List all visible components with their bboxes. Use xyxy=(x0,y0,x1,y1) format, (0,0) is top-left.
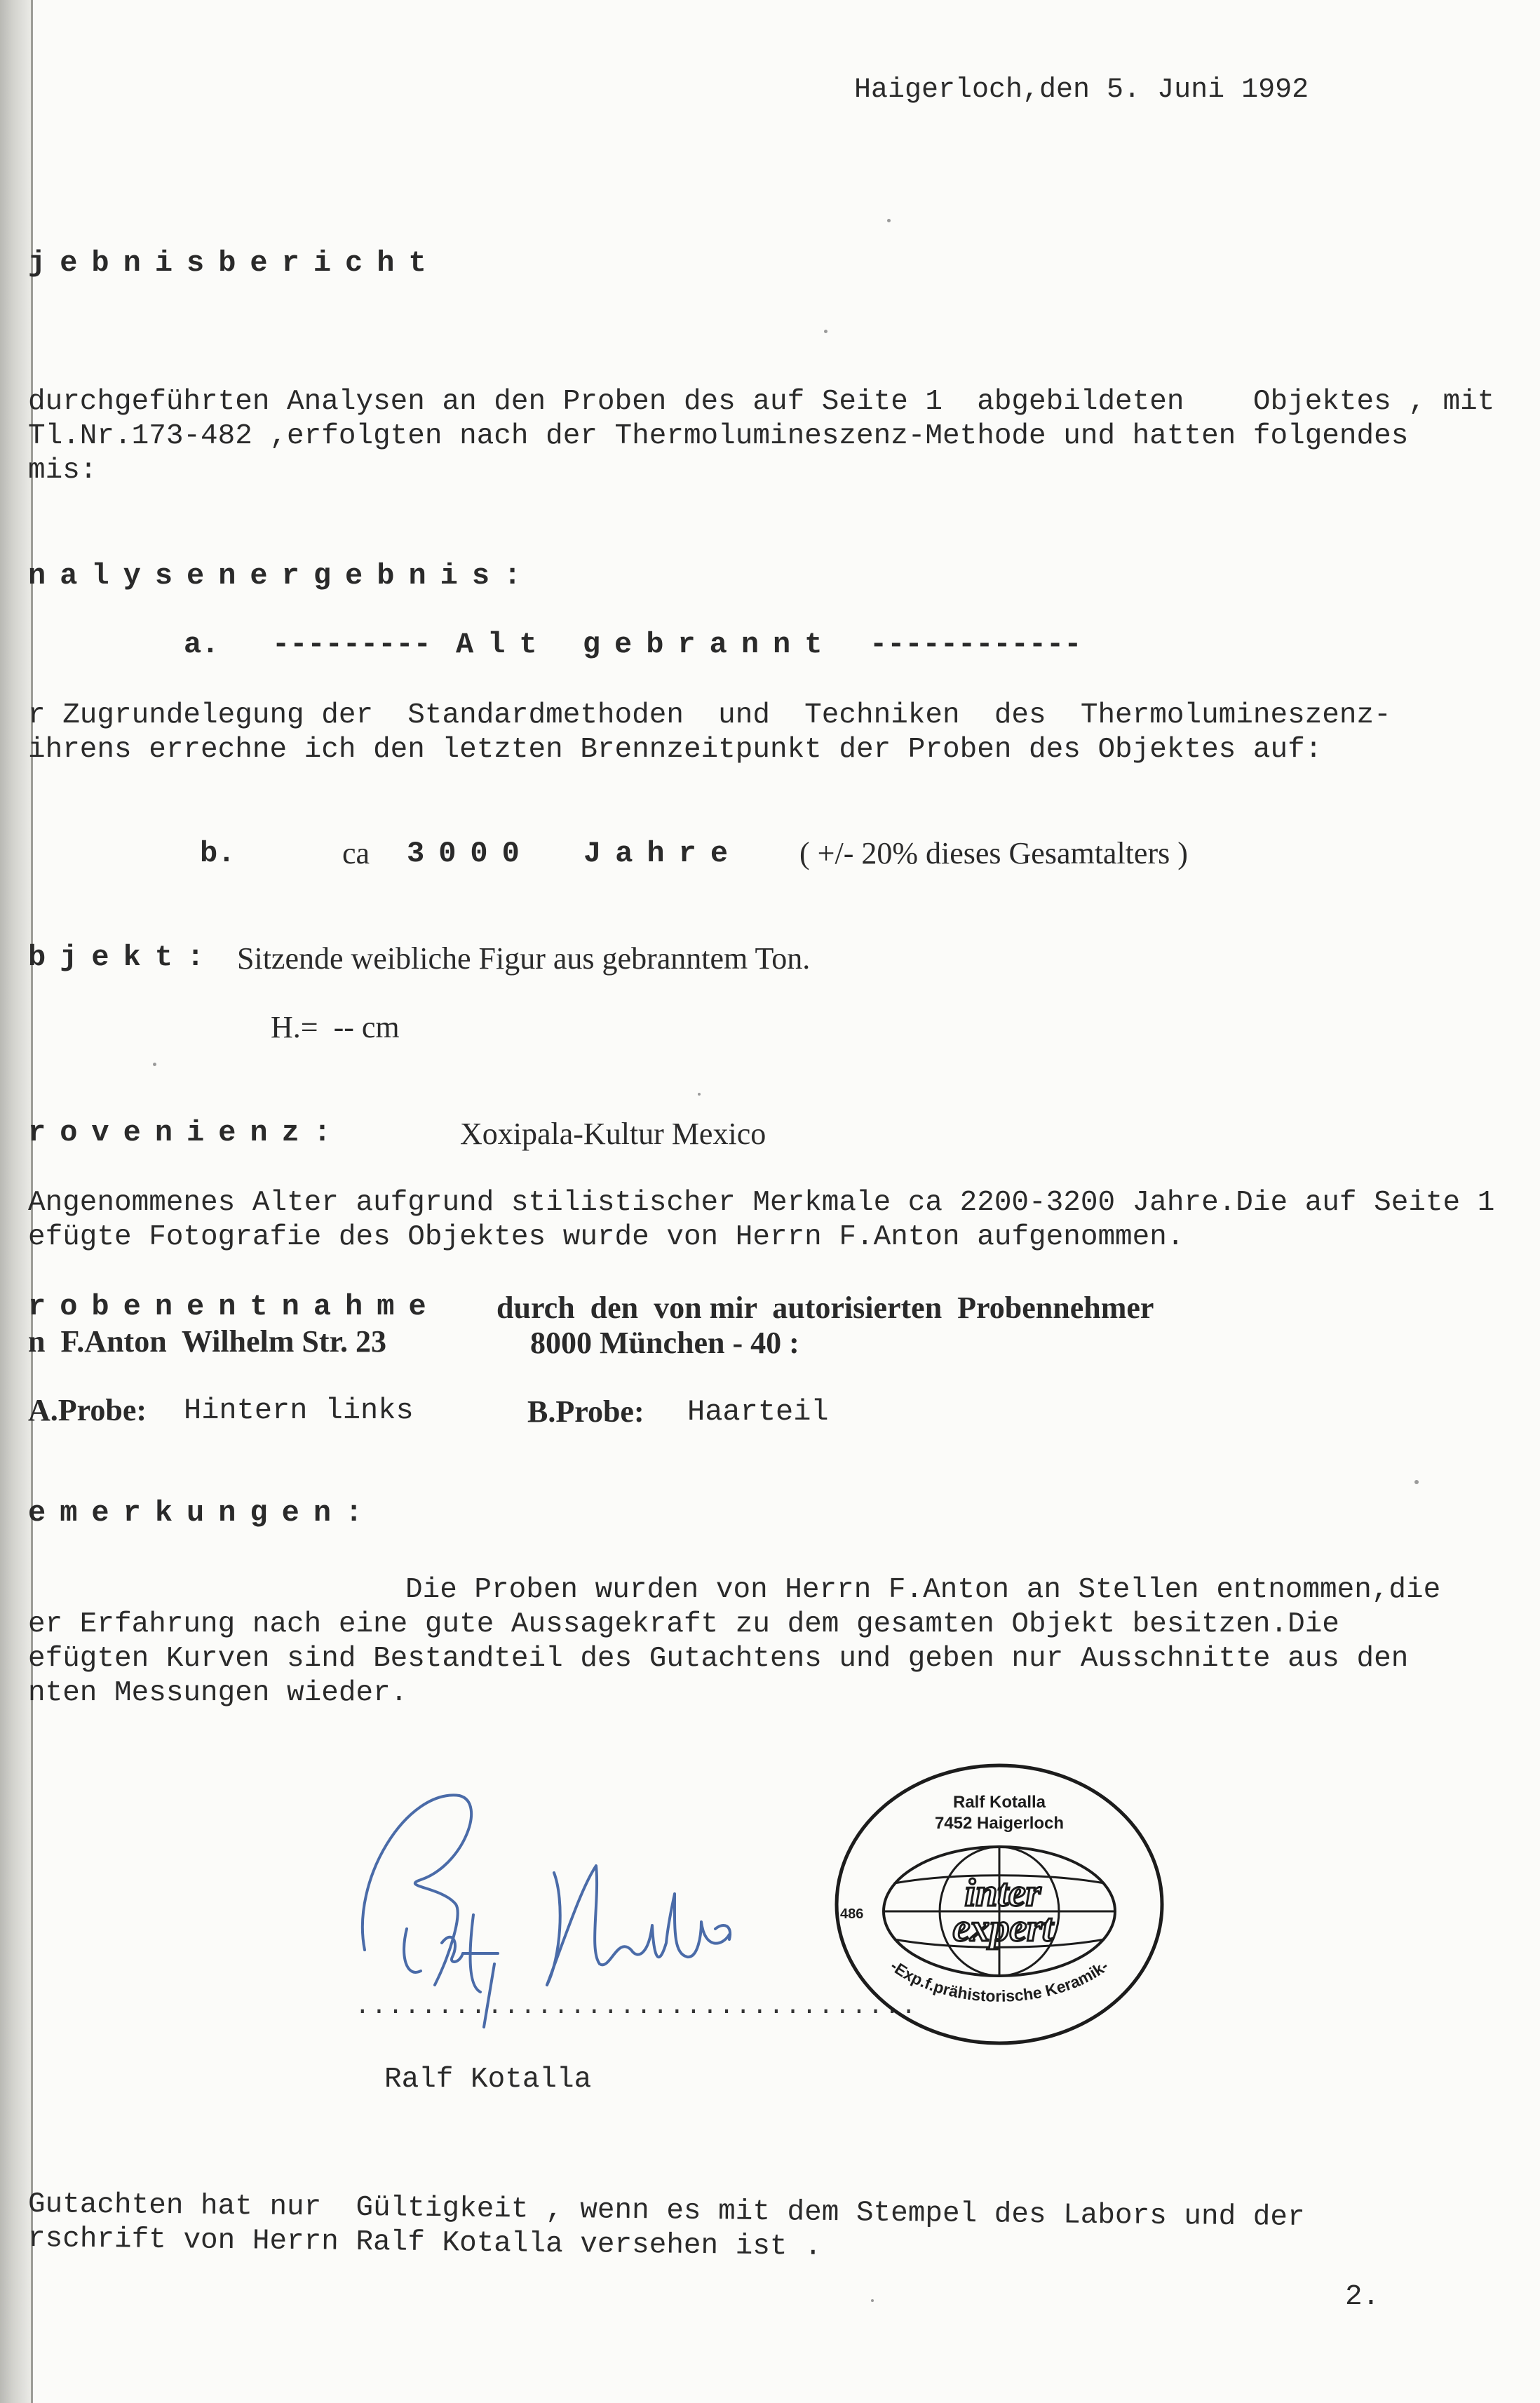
result-a-dash-right: ------------ xyxy=(870,628,1082,661)
provenienz-label: rovenienz: xyxy=(28,1116,346,1150)
objekt-text: Sitzende weibliche Figur aus gebranntem Ton. xyxy=(237,941,811,976)
probe-b-label: B.Probe: xyxy=(527,1394,644,1429)
result-b-range: ( +/- 20% dieses Gesamtalters ) xyxy=(799,836,1188,870)
probe-a-text: Hintern links xyxy=(184,1394,414,1427)
stamp-logo-line-1: inter xyxy=(964,1871,1041,1915)
probe-text: durch den von mir autorisierten Probennehmer xyxy=(497,1291,1154,1325)
result-b-ca: ca xyxy=(342,836,370,870)
result-a-dash-left: --------- xyxy=(272,628,431,661)
bemerkungen-line-2: er Erfahrung nach eine gute Aussagekraft zu dem gesamten Objekt besitzen.Die xyxy=(28,1608,1339,1641)
intro-line-1: durchgeführten Analysen an den Proben des auf Seite 1 abgebildeten Objektes , mit xyxy=(28,386,1495,418)
footer-line-2: rschrift von Herrn Ralf Kotalla versehen ist . xyxy=(27,2223,822,2263)
basis-line-2: ihrens errechne ich den letzten Brennzeitpunkt der Proben des Objektes auf: xyxy=(28,734,1323,766)
footer-line-1: Gutachten hat nur Gültigkeit , wenn es mit dem Stempel des Labors und der xyxy=(27,2188,1305,2235)
stamp-number: 486 xyxy=(840,1906,864,1922)
objekt-height: H.= -- cm xyxy=(271,1010,400,1044)
result-b-label: b. xyxy=(200,837,236,870)
page-number: 2. xyxy=(1345,2281,1380,2313)
stamp-bottom-arc-text: -Exp.f.prähistorische Keramik- xyxy=(886,1956,1112,2005)
probe-line-2a: n F.Anton Wilhelm Str. 23 xyxy=(28,1324,387,1359)
signer-name: Ralf Kotalla xyxy=(384,2064,592,2096)
paper-speck xyxy=(871,2299,874,2302)
probe-a-label: A.Probe: xyxy=(28,1393,147,1427)
objekt-label: bjekt: xyxy=(28,941,219,974)
paper-speck xyxy=(1414,1480,1419,1484)
signature-dots: .................................. xyxy=(355,1992,918,2021)
stamp-logo-line-2: expert xyxy=(952,1906,1053,1950)
bemerkungen-line-4: nten Messungen wieder. xyxy=(28,1677,408,1709)
bemerkungen-line-3: efügten Kurven sind Bestandteil des Gutachtens und geben nur Ausschnitte aus den xyxy=(28,1643,1409,1675)
report-title: jebnisbericht xyxy=(28,246,440,280)
probe-label: robenentnahme xyxy=(28,1290,440,1324)
bemerkungen-label: emerkungen: xyxy=(28,1496,377,1530)
paper-speck xyxy=(887,219,891,222)
result-a-text: Alt gebrannt xyxy=(456,628,837,661)
analyse-heading: nalysenergebnis: xyxy=(28,559,536,593)
probe-b-text: Haarteil xyxy=(687,1395,829,1429)
provenienz-line-2: efügte Fotografie des Objektes wurde von Herrn F.Anton aufgenommen. xyxy=(28,1221,1184,1253)
basis-line-1: r Zugrundelegung der Standardmethoden und Techniken des Thermolumineszenz- xyxy=(28,699,1391,732)
stamp-top-line-2: 7452 Haigerloch xyxy=(934,1814,1065,1833)
stamp-top-line-1: Ralf Kotalla xyxy=(952,1793,1046,1812)
result-a-label: a. xyxy=(184,628,219,661)
intro-line-3: mis: xyxy=(28,455,97,487)
place-date: Haigerloch,den 5. Juni 1992 xyxy=(854,74,1309,106)
provenienz-line-1: Angenommenes Alter aufgrund stilistischer Merkmale ca 2200-3200 Jahre.Die auf Seite 1 xyxy=(28,1187,1495,1219)
paper-speck xyxy=(698,1093,701,1096)
lab-stamp xyxy=(828,1757,1171,2052)
probe-line-2b: 8000 München - 40 : xyxy=(530,1326,799,1360)
paper-speck xyxy=(824,330,828,333)
result-b-number: 3000 xyxy=(407,837,534,870)
intro-line-2: Tl.Nr.173-482 ,erfolgten nach der Thermolumineszenz-Methode und hatten folgendes xyxy=(28,420,1409,452)
result-b-unit: Jahre xyxy=(583,837,743,870)
paper-speck xyxy=(153,1063,156,1066)
provenienz-text: Xoxipala-Kultur Mexico xyxy=(460,1117,766,1151)
bemerkungen-line-1: Die Proben wurden von Herrn F.Anton an Stellen entnommen,die xyxy=(405,1574,1441,1606)
